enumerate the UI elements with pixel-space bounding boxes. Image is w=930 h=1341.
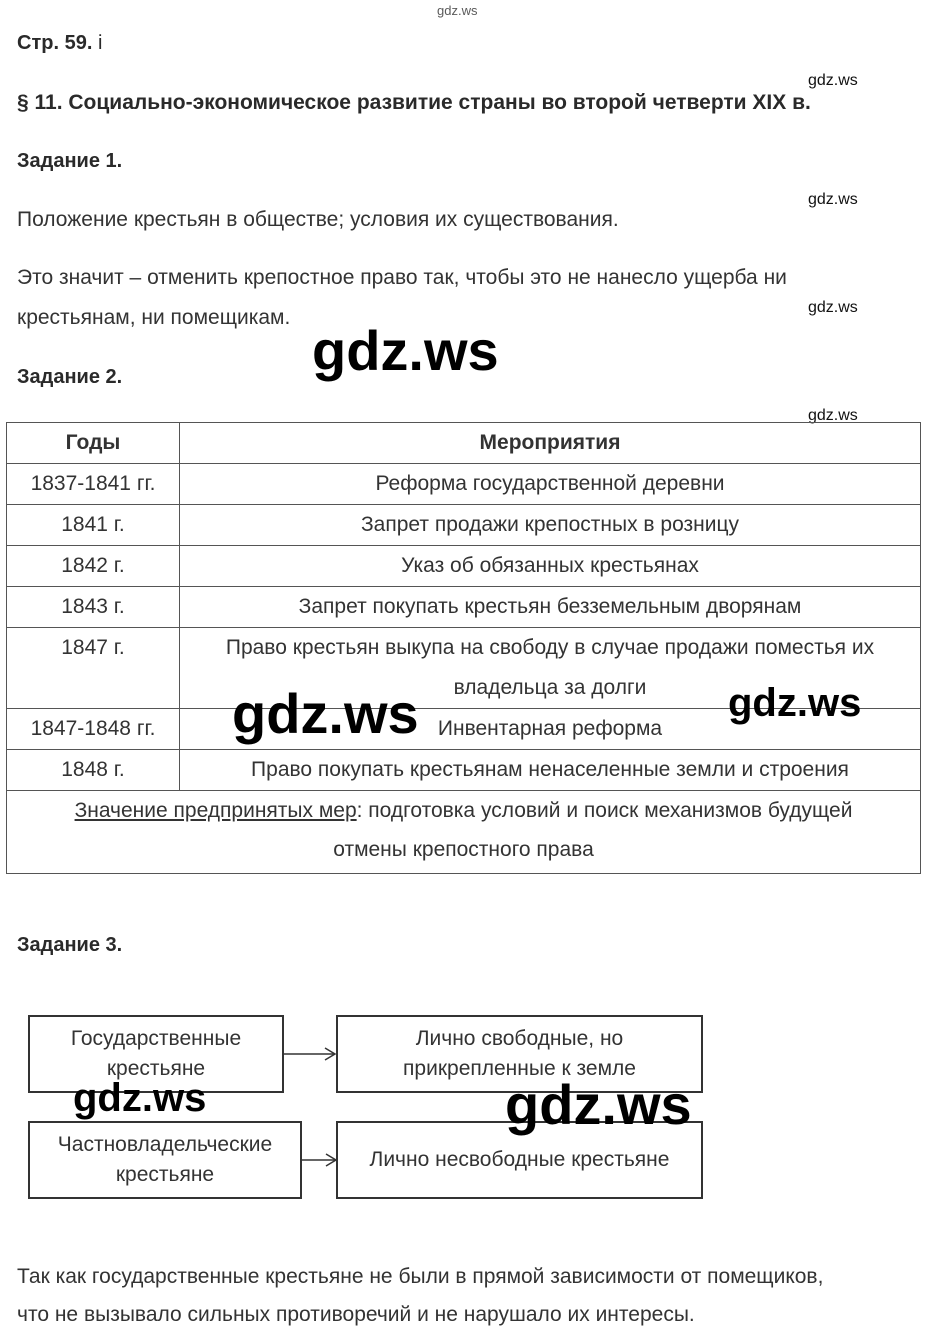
year-cell: 1847-1848 гг. [7, 709, 180, 750]
not-free-label: Лично несвободные крестьяне [369, 1148, 670, 1171]
task3-conclusion-line2: что не вызывало сильных противоречий и не нарушало их интересы. [17, 1303, 695, 1326]
year-cell: 1841 г. [7, 505, 180, 546]
watermark-medium: gdz.ws [728, 681, 862, 725]
watermark-top: gdz.ws [437, 3, 478, 18]
task3-conclusion-line1: Так как государственные крестьяне не были в прямой зависимости от помещиков, [17, 1265, 824, 1288]
year-cell: 1837-1841 гг. [7, 464, 180, 505]
task2-heading: Задание 2. [17, 366, 123, 388]
task1-answer2-line1: Это значит – отменить крепостное право так, чтобы это не нанесло ущерба ни [17, 266, 787, 289]
task1-answer1: Положение крестьян в обществе; условия их существования. [17, 208, 619, 231]
task3-heading: Задание 3. [17, 934, 123, 956]
event-cell: Указ об обязанных крестьянах [180, 546, 921, 587]
task1-heading: Задание 1. [17, 150, 123, 172]
table-row [7, 587, 921, 628]
watermark-large: gdz.ws [232, 682, 419, 745]
page-label-mark: і [97, 32, 103, 54]
page-label-text: Стр. 59. [17, 32, 93, 54]
table-summary-row [7, 791, 921, 874]
event-cell: Право крестьян выкупа на свободу в случае продажи поместья их владельца за долги [180, 628, 921, 709]
summary-cell [7, 791, 921, 874]
table-row [7, 464, 921, 505]
year-cell: 1848 г. [7, 750, 180, 791]
event-cell: Запрет покупать крестьян безземельным дворянам [180, 587, 921, 628]
event-cell: Право покупать крестьянам ненаселенные земли и строения [180, 750, 921, 791]
summary-label: Значение предпринятых мер [74, 799, 357, 822]
table-row [7, 505, 921, 546]
watermark-large: gdz.ws [312, 319, 499, 382]
watermark-medium: gdz.ws [73, 1076, 207, 1120]
private-peasants-box [28, 1121, 302, 1199]
state-peasants-label: Государственные крестьяне [70, 1027, 242, 1080]
year-cell: 1843 г. [7, 587, 180, 628]
event-cell: Запрет продажи крепостных в розницу [180, 505, 921, 546]
section-title: § 11. Социально-экономическое развитие страны во второй четверти XIX в. [17, 91, 811, 114]
table-header-row [7, 423, 921, 464]
watermark-large: gdz.ws [505, 1073, 692, 1136]
watermark-small: gdz.ws [808, 72, 858, 89]
year-cell: 1842 г. [7, 546, 180, 587]
header-events: Мероприятия [180, 423, 921, 464]
event-cell: Инвентарная реформа [180, 709, 921, 750]
reforms-table [6, 422, 921, 874]
personally-free-label: Лично свободные, но прикрепленные к земле [403, 1027, 636, 1080]
header-years: Годы [7, 423, 180, 464]
event-cell: Реформа государственной деревни [180, 464, 921, 505]
year-cell: 1847 г. [7, 628, 180, 709]
task1-answer2-line2: крестьянам, ни помещикам. [17, 306, 291, 329]
private-peasants-label: Частновладельческие крестьяне [57, 1133, 273, 1186]
watermark-small: gdz.ws [808, 407, 858, 424]
summary-text: : подготовка условий и поиск механизмов будущей отмены крепостного права [333, 799, 853, 861]
page-label [17, 32, 102, 55]
table-row [7, 750, 921, 791]
watermark-small: gdz.ws [808, 299, 858, 316]
watermark-small: gdz.ws [808, 191, 858, 208]
arrow-right-icon [302, 1150, 338, 1170]
table-row [7, 546, 921, 587]
arrow-right-icon [284, 1044, 338, 1064]
